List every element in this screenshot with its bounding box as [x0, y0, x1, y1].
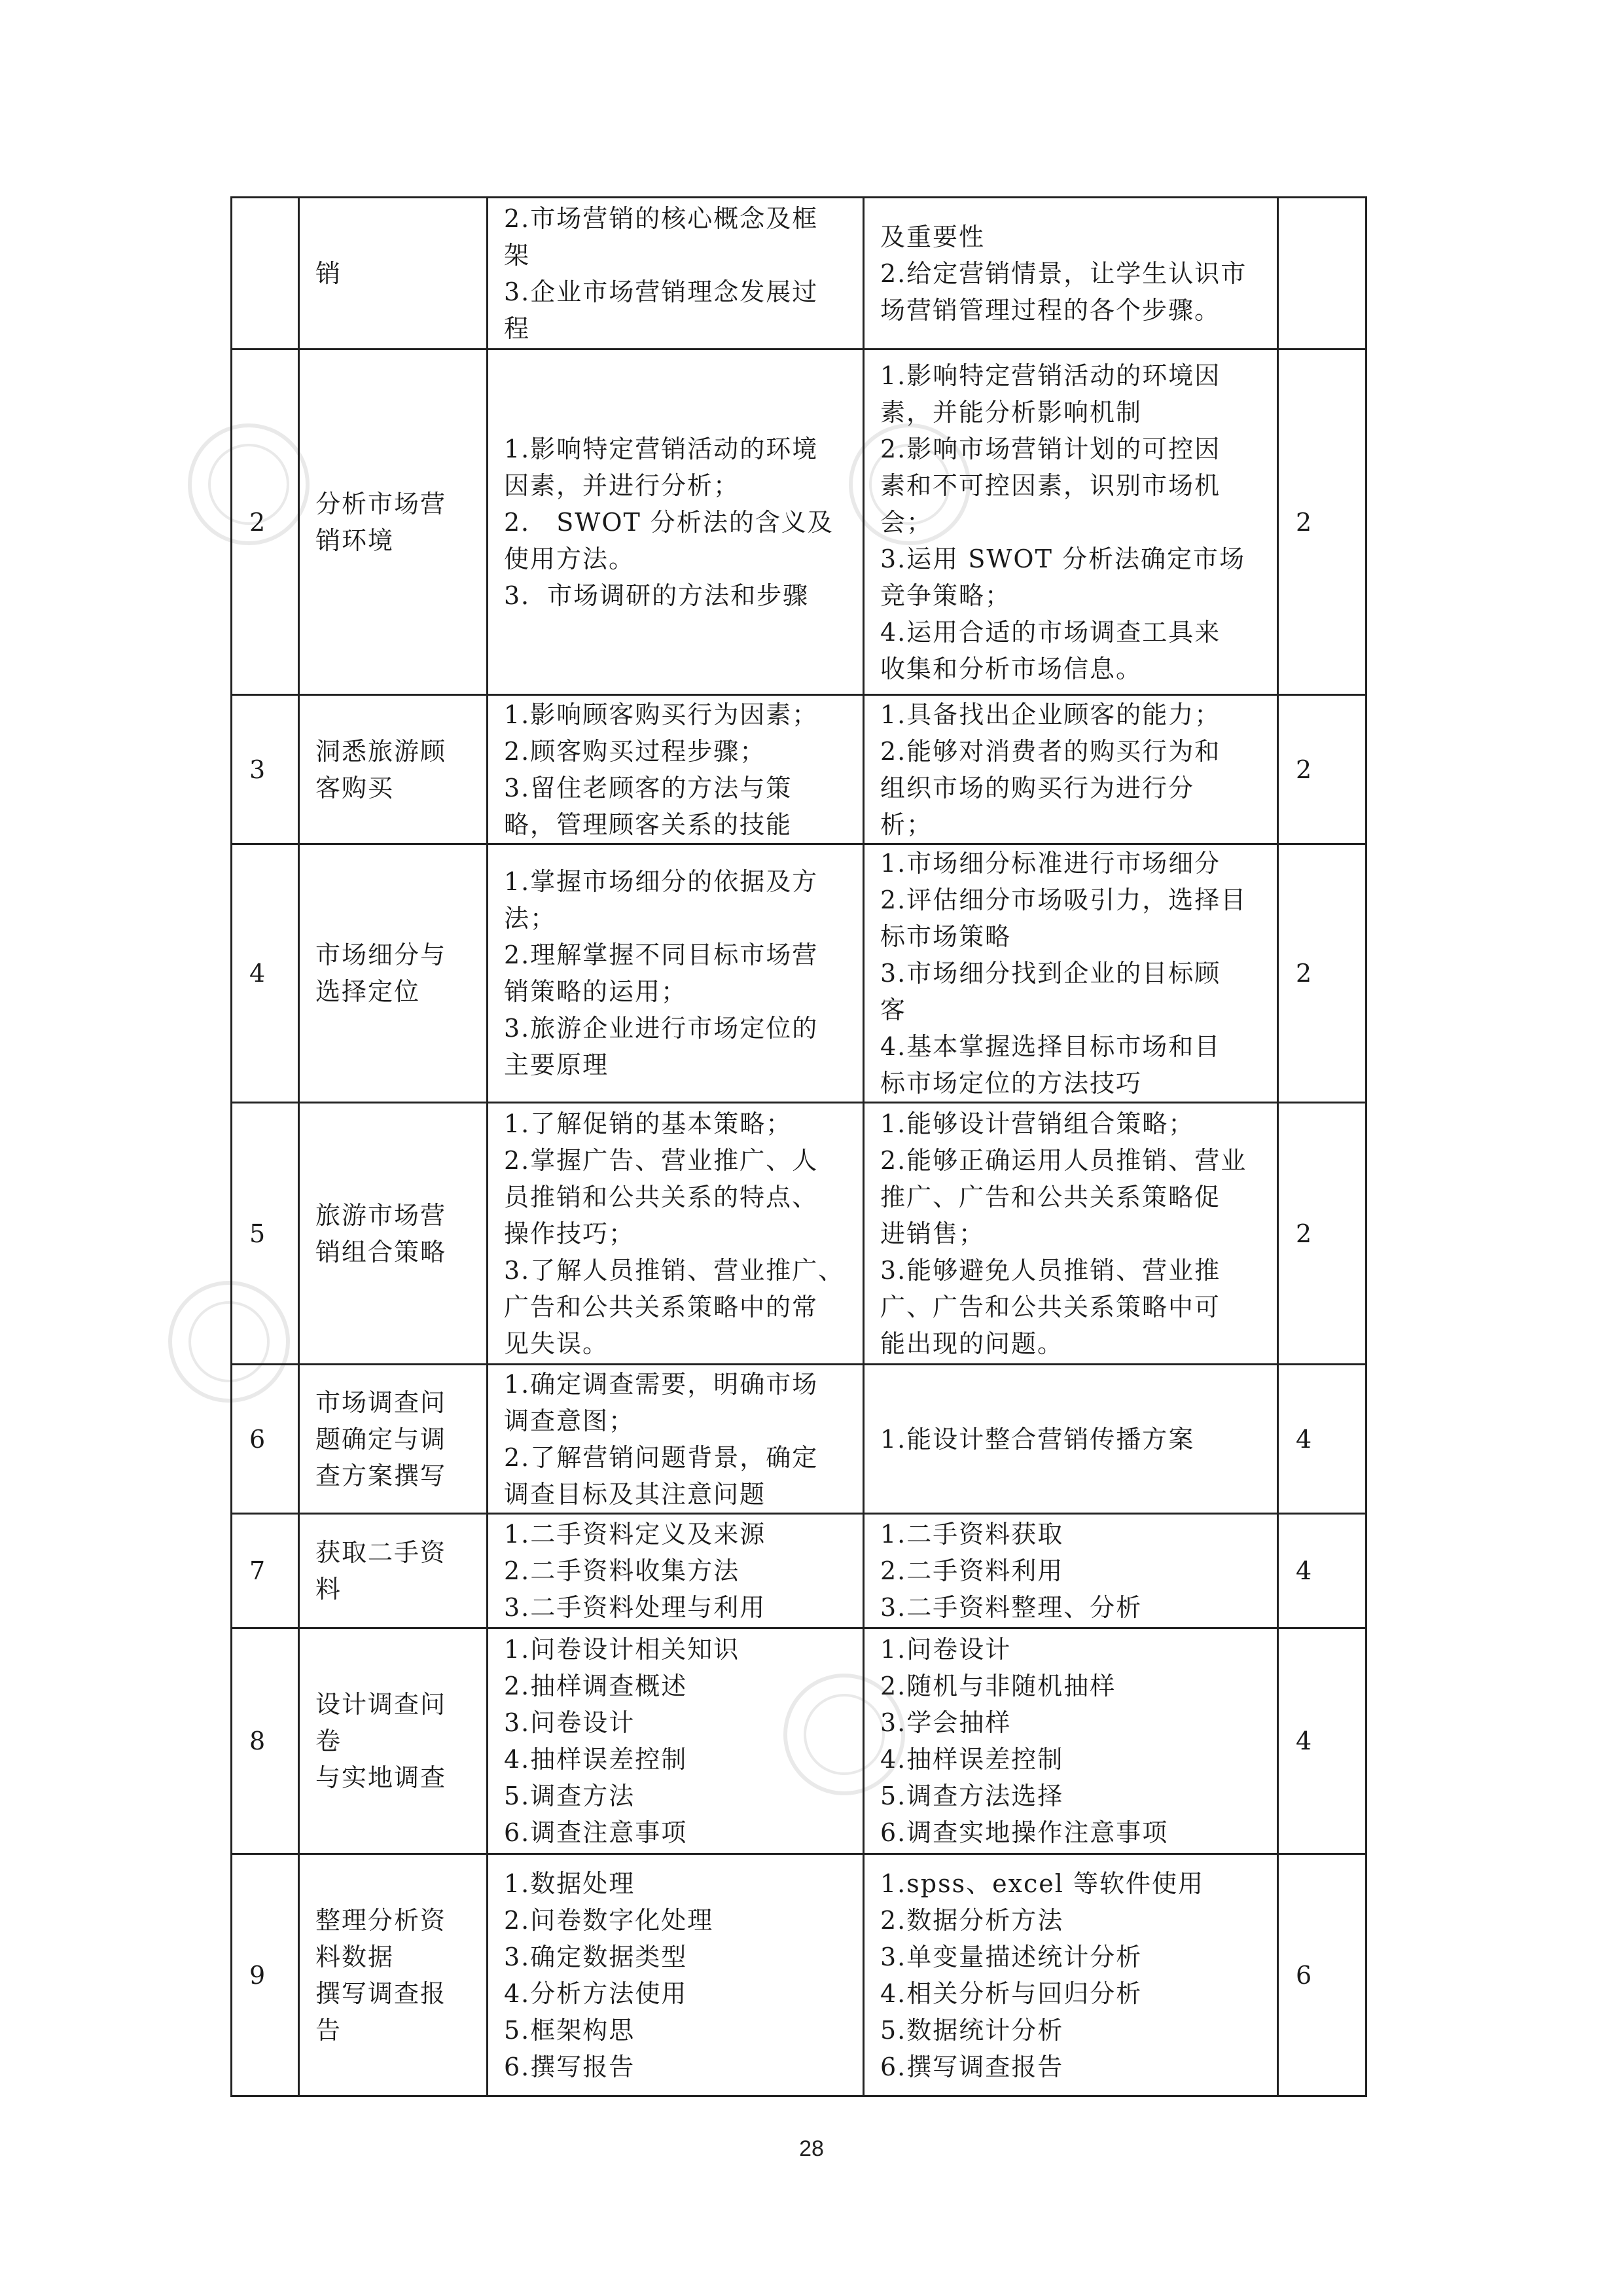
cell-line: 素，并能分析影响机制: [880, 397, 1143, 427]
knowledge-cell: [488, 1854, 864, 2096]
cell-line: 调查目标及其注意问题: [504, 1479, 766, 1509]
cell-line: 2.能够对消费者的购买行为和: [880, 736, 1221, 766]
row-number: 4: [232, 844, 299, 1103]
cell-line: 6.调查注意事项: [504, 1818, 688, 1847]
cell-line: 推广、广告和公共关系策略促: [880, 1182, 1221, 1211]
cell-line: 题确定与调: [315, 1424, 447, 1454]
cell-line: 洞悉旅游顾: [315, 736, 447, 766]
cell-line: 场营销管理过程的各个步骤。: [880, 295, 1221, 325]
cell-line: 与实地调查: [315, 1763, 447, 1792]
cell-line: 3.市场细分找到企业的目标顾: [880, 959, 1221, 988]
skills-cell: [864, 198, 1278, 350]
cell-line: 因素，并进行分析；: [504, 471, 740, 500]
knowledge-cell: [488, 1365, 864, 1514]
cell-line: 客: [880, 996, 907, 1024]
table-row: [232, 1365, 1366, 1514]
table-row: [232, 1628, 1366, 1854]
table-row: [232, 1854, 1366, 2096]
table-row: [232, 198, 1366, 350]
cell-line: 1.具备找出企业顾客的能力；: [880, 700, 1221, 729]
cell-line: 1.了解促销的基本策略；: [504, 1109, 793, 1138]
topic-cell: [299, 198, 488, 350]
cell-line: 销环境: [315, 526, 395, 555]
cell-line: 竞争策略；: [880, 581, 1012, 610]
cell-line: 能出现的问题。: [880, 1329, 1064, 1358]
cell-line: 架: [504, 240, 531, 270]
topic-cell: [299, 1628, 488, 1854]
cell-line: 卷: [315, 1727, 342, 1755]
hours-cell: 2: [1278, 350, 1366, 695]
cell-line: 1.问卷设计: [880, 1635, 1012, 1664]
cell-line: 告: [315, 2015, 342, 2045]
cell-line: 1.二手资料获取: [880, 1520, 1064, 1549]
cell-line: 2.市场营销的核心概念及框: [504, 204, 819, 233]
skills-cell: [864, 1514, 1278, 1628]
cell-line: 进销售；: [880, 1219, 986, 1248]
cell-line: 广告和公共关系策略中的常: [504, 1292, 819, 1321]
cell-line: 料数据: [315, 1942, 395, 1971]
cell-line: 4.基本掌握选择目标市场和目: [880, 1032, 1221, 1061]
cell-line: 使用方法。: [504, 544, 635, 573]
cell-line: 2.了解营销问题背景，确定: [504, 1443, 819, 1472]
knowledge-cell: [488, 695, 864, 844]
cell-line: 标市场策略: [880, 922, 1012, 951]
hours-cell: 2: [1278, 1103, 1366, 1365]
cell-line: 3.单变量描述统计分析: [880, 1942, 1143, 1971]
topic-cell: [299, 1103, 488, 1365]
cell-line: 2.数据分析方法: [880, 1905, 1064, 1935]
cell-line: 3.了解人员推销、营业推广、: [504, 1255, 845, 1285]
cell-line: 2.抽样调查概述: [504, 1672, 688, 1700]
cell-line: 3.确定数据类型: [504, 1942, 688, 1971]
knowledge-cell: [488, 350, 864, 695]
skills-cell: [864, 844, 1278, 1103]
cell-line: 见失误。: [504, 1329, 609, 1358]
cell-line: 3.留住老顾客的方法与策: [504, 773, 793, 802]
cell-line: 5.框架构思: [504, 2015, 635, 2045]
topic-cell: [299, 1514, 488, 1628]
cell-line: 4.抽样误差控制: [880, 1745, 1064, 1774]
cell-line: 1.市场细分标准进行市场细分: [880, 849, 1221, 878]
cell-line: 广、广告和公共关系策略中可: [880, 1292, 1221, 1321]
skills-cell: [864, 695, 1278, 844]
cell-line: 市场调查问: [315, 1388, 447, 1417]
cell-line: 1.能设计整合营销传播方案: [880, 1424, 1195, 1454]
table-row: [232, 1514, 1366, 1628]
row-number: [232, 198, 299, 350]
cell-line: 4.分析方法使用: [504, 1979, 688, 2008]
row-number: 6: [232, 1365, 299, 1514]
row-number: 3: [232, 695, 299, 844]
cell-line: 4.抽样误差控制: [504, 1745, 688, 1774]
cell-line: 及重要性: [880, 222, 986, 251]
cell-line: 旅游市场营: [315, 1200, 447, 1230]
skills-cell: [864, 1365, 1278, 1514]
cell-line: 主要原理: [504, 1050, 609, 1079]
skills-cell: [864, 1103, 1278, 1365]
cell-line: 2.影响市场营销计划的可控因: [880, 434, 1221, 463]
cell-line: 组织市场的购买行为进行分: [880, 773, 1195, 802]
cell-line: 标市场定位的方法技巧: [880, 1069, 1143, 1098]
hours-cell: 4: [1278, 1628, 1366, 1854]
cell-line: 1.能够设计营销组合策略；: [880, 1109, 1195, 1138]
cell-line: 获取二手资: [315, 1538, 447, 1567]
cell-line: 3.学会抽样: [880, 1708, 1012, 1737]
cell-line: 2.给定营销情景，让学生认识市: [880, 259, 1247, 288]
cell-line: 2.二手资料收集方法: [504, 1556, 740, 1585]
cell-line: 1.确定调查需要，明确市场: [504, 1369, 819, 1399]
hours-cell: 4: [1278, 1365, 1366, 1514]
cell-line: 1.影响特定营销活动的环境: [504, 434, 819, 463]
row-number: 5: [232, 1103, 299, 1365]
cell-line: 市场细分与: [315, 941, 447, 969]
table-row: [232, 350, 1366, 695]
page-number: 28: [799, 2136, 824, 2161]
hours-cell: 4: [1278, 1514, 1366, 1628]
cell-line: 6.撰写报告: [504, 2052, 635, 2081]
cell-line: 撰写调查报: [315, 1979, 447, 2008]
cell-line: 5.调查方法: [504, 1782, 635, 1810]
row-number: 2: [232, 350, 299, 695]
cell-line: 3.企业市场营销理念发展过: [504, 277, 819, 306]
cell-line: 3.二手资料整理、分析: [880, 1593, 1143, 1622]
cell-line: 1.问卷设计相关知识: [504, 1635, 740, 1664]
knowledge-cell: [488, 198, 864, 350]
topic-cell: [299, 695, 488, 844]
cell-line: 会；: [880, 507, 933, 537]
cell-line: 2.随机与非随机抽样: [880, 1672, 1116, 1700]
table-row: [232, 844, 1366, 1103]
cell-line: 设计调查问: [315, 1690, 447, 1719]
cell-line: 法；: [504, 904, 557, 933]
cell-line: 4.相关分析与回归分析: [880, 1979, 1143, 2008]
hours-cell: 2: [1278, 844, 1366, 1103]
cell-line: 料: [315, 1575, 342, 1604]
cell-line: 2.掌握广告、营业推广、人: [504, 1145, 819, 1175]
cell-line: 略，管理顾客关系的技能: [504, 810, 793, 839]
cell-line: 2.问卷数字化处理: [504, 1905, 714, 1935]
cell-line: 3.能够避免人员推销、营业推: [880, 1255, 1221, 1285]
topic-cell: [299, 350, 488, 695]
cell-line: 查方案撰写: [315, 1461, 447, 1490]
cell-line: 1.数据处理: [504, 1869, 635, 1898]
cell-line: 调查意图；: [504, 1406, 635, 1435]
cell-line: 程: [504, 314, 531, 343]
course-content-table: [230, 196, 1367, 2097]
cell-line: 2.理解掌握不同目标市场营: [504, 941, 819, 969]
cell-line: 整理分析资: [315, 1905, 447, 1935]
cell-line: 1.影响特定营销活动的环境因: [880, 361, 1221, 390]
skills-cell: [864, 350, 1278, 695]
cell-line: 3.问卷设计: [504, 1708, 635, 1737]
cell-line: 销策略的运用；: [504, 977, 688, 1006]
table-row: [232, 1103, 1366, 1365]
cell-line: 2． SWOT 分析法的含义及: [504, 507, 834, 537]
skills-cell: [864, 1628, 1278, 1854]
cell-line: 1.影响顾客购买行为因素；: [504, 700, 819, 729]
cell-line: 2.能够正确运用人员推销、营业: [880, 1145, 1247, 1175]
cell-line: 销: [315, 259, 342, 288]
cell-line: 1.二手资料定义及来源: [504, 1520, 766, 1549]
cell-line: 6.调查实地操作注意事项: [880, 1818, 1169, 1847]
cell-line: 3．市场调研的方法和步骤: [504, 581, 810, 610]
topic-cell: [299, 844, 488, 1103]
cell-line: 2.顾客购买过程步骤；: [504, 736, 766, 766]
knowledge-cell: [488, 1103, 864, 1365]
cell-line: 1.掌握市场细分的依据及方: [504, 867, 819, 896]
cell-line: 收集和分析市场信息。: [880, 654, 1143, 683]
knowledge-cell: [488, 844, 864, 1103]
cell-line: 3.运用 SWOT 分析法确定市场: [880, 544, 1246, 573]
cell-line: 素和不可控因素，识别市场机: [880, 471, 1221, 500]
cell-line: 4.运用合适的市场调查工具来: [880, 617, 1221, 647]
cell-line: 3.旅游企业进行市场定位的: [504, 1014, 819, 1043]
cell-line: 销组合策略: [315, 1237, 447, 1266]
cell-line: 析；: [880, 810, 933, 839]
cell-line: 1.spss、excel 等软件使用: [880, 1869, 1205, 1898]
table-row: [232, 695, 1366, 844]
row-number: 7: [232, 1514, 299, 1628]
hours-cell: [1278, 198, 1366, 350]
topic-cell: [299, 1365, 488, 1514]
cell-line: 操作技巧；: [504, 1219, 635, 1248]
hours-cell: 2: [1278, 695, 1366, 844]
cell-line: 选择定位: [315, 977, 421, 1006]
cell-line: 客购买: [315, 773, 395, 802]
cell-line: 分析市场营: [315, 489, 447, 518]
cell-line: 2.评估细分市场吸引力，选择目: [880, 886, 1247, 914]
cell-line: 6.撰写调查报告: [880, 2052, 1064, 2081]
row-number: 8: [232, 1628, 299, 1854]
cell-line: 5.调查方法选择: [880, 1782, 1064, 1810]
hours-cell: 6: [1278, 1854, 1366, 2096]
topic-cell: [299, 1854, 488, 2096]
knowledge-cell: [488, 1628, 864, 1854]
cell-line: 5.数据统计分析: [880, 2015, 1064, 2045]
skills-cell: [864, 1854, 1278, 2096]
table-body: [232, 198, 1366, 2096]
cell-line: 2.二手资料利用: [880, 1556, 1064, 1585]
knowledge-cell: [488, 1514, 864, 1628]
row-number: 9: [232, 1854, 299, 2096]
cell-line: 3.二手资料处理与利用: [504, 1593, 766, 1622]
cell-line: 员推销和公共关系的特点、: [504, 1182, 819, 1211]
